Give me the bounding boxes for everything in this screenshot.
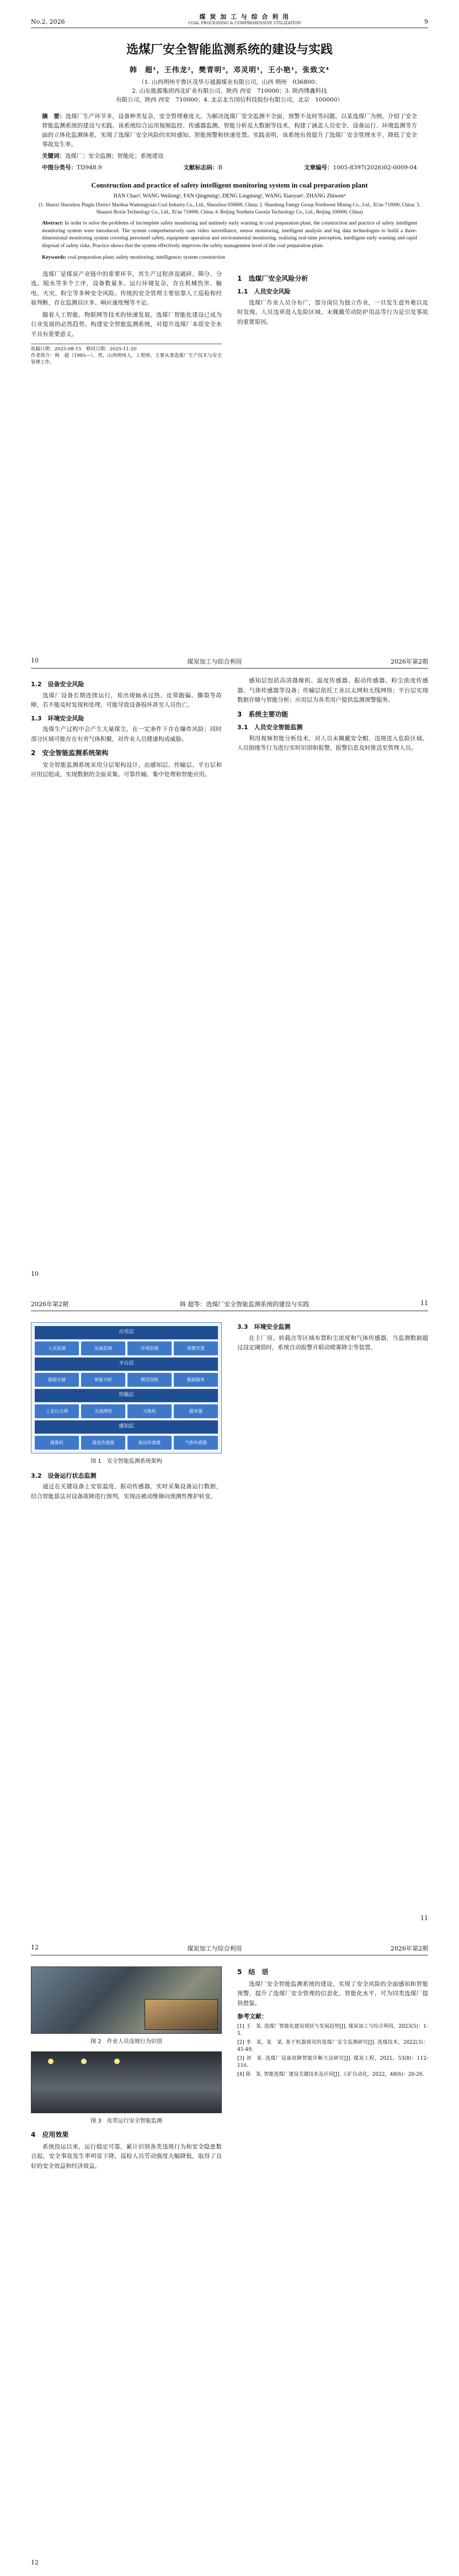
author-list: 韩 超¹，王伟龙²，樊青明³，邓灵明¹，王小艳¹，张致文⁴	[129, 66, 330, 74]
figure-caption: 图 1 安全智能监测系统架构	[90, 1458, 162, 1465]
photo-inset	[145, 1999, 218, 2030]
section-heading: 4 应用效果	[31, 2131, 69, 2139]
paragraph: 选煤厂作业人员分布广，部分岗位为独立作业，一旦发生意外难以及时发现。人员违章进入危险区域、未佩戴劳动防护用品等行为是引发事故的重要原因。	[237, 299, 428, 325]
english-keywords: Keywords: coal preparation plant; safety monitoring; intelligence; system construction	[42, 255, 225, 260]
reference-list	[237, 2023, 428, 2079]
article-title: 选煤厂安全智能监测系统的建设与实践	[126, 43, 333, 57]
subsection-heading: 3.1 人员安全智能监测	[237, 724, 303, 731]
layer-cell: 摄像机	[35, 1436, 79, 1450]
running-header: 2026年第2期 韩 超等：选煤厂安全智能监测系统的建设与实践 11	[31, 1287, 428, 1311]
affiliations: （1. 山西朔州平鲁区茂华万通源煤业有限公司，山西 朔州 036800； 2. 山东能源集团西北矿业有限公司，陕西 西安 710000；3. 陕西博鑫科技 有限公司，陕西 西安 710000；4. 北京北方国信科技股份有限公司，北京 100000）	[116, 79, 343, 103]
journal-name: 煤 炭 加 工 与 综 合 利 用 COAL PROCESSING & COMPREHENSIVE UTILIZATION	[188, 13, 301, 25]
layer-cell: 设备监测	[81, 1342, 125, 1356]
subsection-heading: 3.2 设备运行状态监测	[31, 1472, 97, 1479]
body-columns	[31, 270, 428, 366]
subsection-heading: 1.3 环境安全风险	[31, 714, 84, 722]
layer-cell: 交换机	[127, 1404, 172, 1419]
worker-violation-photo	[31, 1966, 222, 2034]
column-right	[237, 1319, 428, 1504]
reference-item: [4] 陈 某. 智能选煤厂建设关键技术及应用[J]. 工矿自动化，2022，48(6)：20-26.	[237, 2071, 424, 2077]
running-header: 12 煤炭加工与综合利用 2026年第2期	[31, 1932, 428, 1955]
layer-cell: 环境监测	[127, 1342, 172, 1356]
intro-paragraph: 选煤厂是煤炭产业链中的重要环节，其生产过程涉及破碎、筛分、分选、脱水等多个工序，设备数量多、运行环境复杂，存在机械伤害、触电、火灾、粉尘等多种安全风险。传统的安全管理主要依靠人工巡检和经验判断，存在监测盲区多、响应速度慢等不足。	[31, 270, 222, 306]
architecture-diagram	[31, 1322, 222, 1453]
english-authors: HAN Chao¹, WANG Weilong², FAN Qingming³, DENG Lingming¹, WANG Xiaoyan¹, ZHANG Zhiwen⁴	[113, 193, 346, 199]
paragraph: 系统投运以来，运行稳定可靠，累计识别各类违规行为和安全隐患数百起，安全事故发生率明显下降，巡检人员劳动强度大幅降低，取得了良好的安全效益和经济效益。	[31, 2143, 222, 2169]
lamp-icon	[48, 2059, 54, 2064]
column-left	[31, 1319, 222, 1504]
paragraph: 在主厂房、转载点等区域布置粉尘浓度和气体传感器，当监测数据超过设定阈值时，系统自动报警并联动喷雾降尘等装置。	[237, 1334, 428, 1351]
layer-label: 平台层	[35, 1358, 218, 1371]
layer-label: 应用层	[35, 1326, 218, 1339]
subsection-heading: 1.1 人员安全风险	[237, 288, 291, 295]
paragraph: 安全智能监测系统采用分层架构设计，由感知层、传输层、平台层和应用层组成，实现数据的全面采集、可靠传输、集中处理和智能应用。	[31, 761, 222, 778]
section-heading: 3 系统主要功能	[237, 710, 289, 718]
paragraph: 感知层包括高清摄像机、温度传感器、振动传感器、粉尘浓度传感器、气体传感器等设备；传输层依托工业以太网和无线网络；平台层实现数据存储与智能分析；应用层为各类用户提供监测预警服务。	[237, 677, 428, 703]
layer-cell: 振动传感器	[127, 1436, 172, 1450]
paragraph: 选煤生产过程中会产生大量煤尘，在一定条件下存在爆炸风险；同时部分区域可能存在有害气体积聚，对作业人员健康构成威胁。	[31, 726, 222, 742]
layer-cell: 温度传感器	[81, 1436, 125, 1450]
paragraph: 利用视频智能分析技术，对人员未佩戴安全帽、违规进入危险区域、人员倒地等行为进行实时识别和报警，报警信息及时推送至管理人员。	[237, 735, 428, 751]
layer-cell: 气体传感器	[174, 1436, 218, 1450]
english-affiliations: (1. Shanxi Shuozhou Pinglu District Maohua Wantongyuan Coal Industry Co., Ltd., Shuozhou 036800, China; 2. Shandong Energy Group Northwest Mining Co., Ltd., Xi'an 710000, China; 3. Shaanxi Boxin Technology Co., Ltd., Xi'an 710000, China; 4. Beijing Northern Guoxin Technology Co., Ltd., Beijing 100000, China)	[39, 202, 420, 215]
column-left	[31, 676, 222, 782]
issue-label: No.2, 2026	[31, 18, 65, 25]
layer-cell: 数据服务	[174, 1373, 218, 1387]
paragraph: 通过在关键设备上安装温度、振动传感器，实时采集设备运行数据，结合智能算法对设备故障进行预判，实现由被动维修向预测性维护转变。	[31, 1483, 222, 1500]
subsection-heading: 1.2 设备安全风险	[31, 681, 84, 688]
page-1	[0, 0, 459, 644]
lamp-icon	[81, 2059, 87, 2064]
references-heading: 参考文献：	[237, 2013, 268, 2020]
subsection-heading: 3.3 环境安全监测	[237, 1323, 291, 1330]
page-2	[0, 644, 459, 1287]
abstract: 摘 要：选煤厂生产环节多，设备种类复杂，安全管理难度大。为解决选煤厂安全监测不全面、预警不及时等问题，以某选煤厂为例，介绍了安全智能监测系统的建设与实践。该系统综合运用视频监控、传感器监测、智能分析及大数据等技术，构建了涵盖人员安全、设备运行、环境监测等方面的立体化监测体系，实现了选煤厂安全风险的实时感知、智能预警和快速处置。实践表明，该系统有效提升了选煤厂安全管理水平，降低了安全事故发生率。	[42, 113, 418, 148]
page-3	[0, 1287, 459, 1932]
footnote: 收稿日期：2025-08-15 修回日期：2025-11-20 作者简介：韩 超（1985—），男，山西朔州人，工程师，主要从事选煤厂生产技术与安全管理工作。	[31, 344, 222, 366]
layer-cell: 服务器	[174, 1404, 218, 1419]
body-columns	[31, 1319, 428, 1504]
belt-monitoring-photo	[31, 2051, 222, 2113]
diagram-grid	[31, 1323, 221, 1453]
page-number: 11	[420, 1915, 428, 1922]
lamp-icon	[114, 2059, 120, 2064]
section-heading: 5 结 语	[237, 1968, 269, 1976]
english-title: Construction and practice of safety intelligent monitoring system in coal preparation plant	[91, 181, 368, 189]
layer-label: 感知层	[35, 1420, 218, 1434]
body-columns	[31, 1963, 428, 2173]
layer-cell: 模型训练	[127, 1373, 172, 1387]
column-right	[237, 270, 428, 366]
layer-cell: 预警处置	[174, 1342, 218, 1356]
section-heading: 1 选煤厂安全风险分析	[237, 274, 308, 282]
layer-cell: 人员监测	[35, 1342, 79, 1356]
layer-label: 传输层	[35, 1389, 218, 1402]
keywords: 关键词：选煤厂；安全监测；智能化；系统建设	[42, 153, 164, 159]
layer-cell: 数据存储	[35, 1373, 79, 1387]
section-heading: 2 安全智能监测系统架构	[31, 749, 109, 757]
reference-item: [1] 王 某. 选煤厂智能化建设现状与发展趋势[J]. 煤炭加工与综合利用，2023(5)：1-5.	[237, 2023, 428, 2037]
layer-cell: 无线网络	[81, 1404, 125, 1419]
body-columns	[31, 676, 428, 782]
intro-paragraph: 随着人工智能、物联网等技术的快速发展，选煤厂智能化建设已成为行业发展的必然趋势。构建安全智能监测系统，对提升选煤厂本质安全水平具有重要意义。	[31, 311, 222, 338]
running-header: 10 煤炭加工与综合利用 2026年第2期	[31, 645, 428, 669]
english-abstract: Abstract: In order to solve the problems of incomplete safety monitoring and untimely early warning in coal preparation plant, the construction and practice of safety intelligent monitoring system were introduced. The system comprehensively uses video surveillance, sensor monitoring, intelligent analysis and big data technologies to build a three-dimensional monitoring system covering personnel safety, equipment operation and environmental monitoring, realizing real-time perception, intelligent early warning and rapid disposal of safety risks. Practice shows that the system effectively improves the safety management level of the coal preparation plant.	[42, 221, 417, 249]
layer-cell: 智能分析	[81, 1373, 125, 1387]
column-right	[237, 676, 428, 782]
paragraph: 选煤厂设备长期连续运行，易出现轴承过热、皮带跑偏、撕裂等故障，若不能及时发现和处理，可能导致设备损坏甚至人员伤亡。	[31, 692, 222, 708]
reference-item: [3] 刘 某. 选煤厂设备故障智能诊断方法研究[J]. 煤炭工程，2021，53(8)：112-116.	[237, 2055, 428, 2069]
classification-line: 中图分类号：TD948.9 文献标志码：B 文章编号：1005-8397(2026)02-0009-04	[42, 164, 417, 171]
column-left	[31, 1963, 222, 2173]
figure-caption: 图 2 作业人员违规行为识别	[90, 2039, 162, 2045]
page-4	[0, 1932, 459, 2576]
page-number: 12	[31, 2559, 39, 2566]
paragraph: 选煤厂安全智能监测系统的建设，实现了安全风险的全面感知和智能预警，提升了选煤厂安全管理的信息化、智能化水平，可为同类选煤厂提供借鉴。	[237, 1980, 428, 2007]
figure-caption: 图 3 皮带运行安全智能监测	[90, 2118, 162, 2124]
running-header	[31, 0, 428, 28]
reference-item: [2] 李 某，张 某. 基于机器视觉的选煤厂安全监测研究[J]. 选煤技术，2022(3)：45-49.	[237, 2039, 428, 2053]
column-right	[237, 1963, 428, 2173]
page-number: 10	[31, 1270, 39, 1278]
column-left	[31, 270, 222, 366]
page-number: 9	[424, 18, 428, 25]
layer-cell: 工业以太网	[35, 1404, 79, 1419]
